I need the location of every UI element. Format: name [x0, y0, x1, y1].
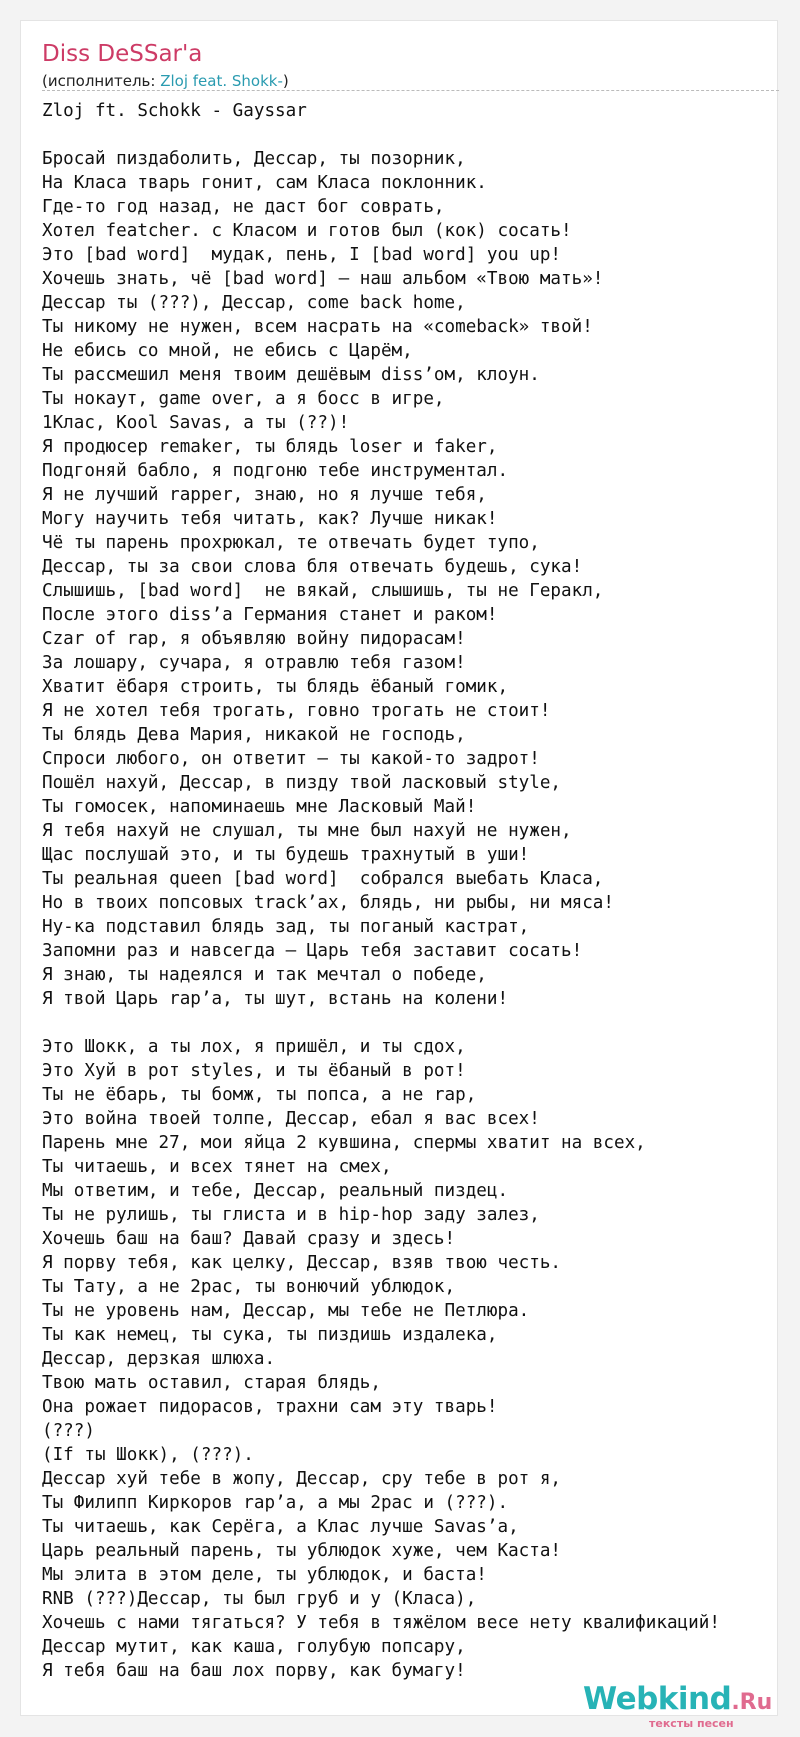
lyrics-line: Я тебя нахуй не слушал, ты мне был нахуй не нужен,	[42, 821, 572, 841]
lyrics-line: Ты рассмешил меня твоим дешёвым diss’ом, клоун.	[42, 365, 540, 385]
lyrics-line: Ты реальная queen [bad word] собрался выебать Класа,	[42, 869, 604, 889]
lyrics-line: Бросай пиздаболить, Дессар, ты позорник,	[42, 149, 466, 169]
lyrics-line: RNB (???)Дессар, ты был груб и у (Класа),	[42, 1589, 477, 1609]
lyrics-card	[20, 20, 778, 1730]
lyrics-line: Ты гомосек, напоминаешь мне Ласковый Май!	[42, 797, 477, 817]
lyrics-line: После этого diss’а Германия станет и раком!	[42, 605, 498, 625]
lyrics-line: Ты не рулишь, ты глиста и в hip-hop заду залез,	[42, 1205, 540, 1225]
lyrics-line: Хочешь знать, чё [bad word] – наш альбом «Твою мать»!	[42, 269, 604, 289]
lyrics-line: Я продюсер remaker, ты блядь loser и faker,	[42, 437, 498, 457]
lyrics-line: Дессар, ты за свои слова бля отвечать будешь, сука!	[42, 557, 583, 577]
lyrics-line: Это война твоей толпе, Дессар, ебал я вас всех!	[42, 1109, 540, 1129]
lyrics-line: 1Клас, Kool Savas, а ты (??)!	[42, 413, 350, 433]
logo-tld: .Ru	[731, 1690, 773, 1715]
lyrics-line: Я не хотел тебя трогать, говно трогать не стоит!	[42, 701, 551, 721]
lyrics-line: Это [bad word] мудак, пень, I [bad word] you up!	[42, 245, 562, 265]
webkind-logo[interactable]	[583, 1681, 773, 1730]
lyrics-line: Ты как немец, ты сука, ты пиздишь издалека,	[42, 1325, 498, 1345]
lyrics-line: Чё ты парень прохрюкал, те отвечать будет тупо,	[42, 533, 540, 553]
lyrics-line: Дессар хуй тебе в жопу, Дессар, сру тебе в рот я,	[42, 1469, 562, 1489]
lyrics-line: Ты не уровень нам, Дессар, мы тебе не Петлюра.	[42, 1301, 530, 1321]
lyrics-line: Мы элита в этом деле, ты ублюдок, и баста!	[42, 1565, 487, 1585]
lyrics-line: Хотел featcher. с Класом и готов был (кок) сосать!	[42, 221, 572, 241]
artist-prefix: (исполнитель:	[42, 72, 161, 90]
artist-link[interactable]: Zloj feat. Shokk-	[160, 72, 283, 90]
lyrics-line: Мы ответим, и тебе, Дессар, реальный пиздец.	[42, 1181, 509, 1201]
lyrics-line: (If ты Шокк), (???).	[42, 1445, 254, 1465]
dashed-divider	[42, 90, 779, 91]
lyrics-line: Твою мать оставил, старая блядь,	[42, 1373, 381, 1393]
artist-suffix: )	[282, 72, 289, 90]
lyrics-line: Могу научить тебя читать, как? Лучше никак!	[42, 509, 498, 529]
lyrics-text	[42, 99, 720, 1683]
lyrics-line: За лошару, сучара, я отравлю тебя газом!	[42, 653, 466, 673]
lyrics-line: Хочешь с нами тягаться? У тебя в тяжёлом весе нету квалификаций!	[42, 1613, 720, 1633]
lyrics-line: Слышишь, [bad word] не вякай, слышишь, ты не Геракл,	[42, 581, 604, 601]
lyrics-line: Я не лучший rapper, знаю, но я лучше тебя,	[42, 485, 487, 505]
lyrics-line: Хочешь баш на баш? Давай сразу и здесь!	[42, 1229, 456, 1249]
lyrics-line: На Класа тварь гонит, сам Класа поклонник.	[42, 173, 487, 193]
lyrics-line: Я порву тебя, как целку, Дессар, взяв твою честь.	[42, 1253, 562, 1273]
lyrics-line: Я знаю, ты надеялся и так мечтал о победе,	[42, 965, 487, 985]
lyrics-line: Ты нокаут, game over, а я босс в игре,	[42, 389, 445, 409]
lyrics-line: Я твой Царь rap’a, ты шут, встань на колени!	[42, 989, 509, 1009]
lyrics-line: Дессар мутит, как каша, голубую попсару,	[42, 1637, 466, 1657]
lyrics-line: Ты не ёбарь, ты бомж, ты попса, а не rap,	[42, 1085, 477, 1105]
lyrics-line: (???)	[42, 1421, 95, 1441]
lyrics-line: Где-то год назад, не даст бог соврать,	[42, 197, 445, 217]
lyrics-line: Дессар ты (???), Дессар, come back home,	[42, 293, 466, 313]
lyrics-line: Пошёл нахуй, Дессар, в пизду твой ласковый style,	[42, 773, 562, 793]
lyrics-line: Запомни раз и навсегда – Царь тебя заставит сосать!	[42, 941, 583, 961]
lyrics-line: Но в твоих попсовых track’ах, блядь, ни рыбы, ни мяса!	[42, 893, 614, 913]
lyrics-line: Царь реальный парень, ты ублюдок хуже, чем Каста!	[42, 1541, 562, 1561]
lyrics-line: Ты Филипп Киркоров rap’a, а мы 2pac и (???).	[42, 1493, 509, 1513]
artist-line	[42, 72, 289, 90]
lyrics-line: Дессар, дерзкая шлюха.	[42, 1349, 276, 1369]
song-title: Diss DeSSar'a	[42, 41, 203, 67]
lyrics-line: Czar of rap, я объявляю войну пидорасам!	[42, 629, 466, 649]
lyrics-line: Я тебя баш на баш лох порву, как бумагу!	[42, 1661, 466, 1681]
lyrics-line: Не ебись со мной, не ебись с Царём,	[42, 341, 413, 361]
lyrics-line: Она рожает пидорасов, трахни сам эту тварь!	[42, 1397, 498, 1417]
lyrics-line: Ты блядь Дева Мария, никакой не господь,	[42, 725, 466, 745]
lyrics-line: Щас послушай это, и ты будешь трахнутый в уши!	[42, 845, 530, 865]
lyrics-line: Ты никому не нужен, всем насрать на «comeback» твой!	[42, 317, 593, 337]
logo-word: Webkind	[583, 1681, 732, 1717]
lyrics-line: Хватит ёбаря строить, ты блядь ёбаный гомик,	[42, 677, 509, 697]
lyrics-line: Ты читаешь, как Серёга, а Клас лучше Savas’a,	[42, 1517, 519, 1537]
lyrics-line: Zloj ft. Schokk - Gayssar	[42, 101, 307, 121]
lyrics-line: Подгоняй бабло, я подгоню тебе инструментал.	[42, 461, 509, 481]
lyrics-line: Ты читаешь, и всех тянет на смех,	[42, 1157, 392, 1177]
lyrics-line: Ну-ка подставил блядь зад, ты поганый кастрат,	[42, 917, 530, 937]
lyrics-line: Это Шокк, а ты лох, я пришёл, и ты сдох,	[42, 1037, 466, 1057]
logo-subtitle: тексты песен	[649, 1717, 734, 1730]
lyrics-line: Парень мне 27, мои яйца 2 кувшина, спермы хватит на всех,	[42, 1133, 646, 1153]
lyrics-line: Это Хуй в рот styles, и ты ёбаный в рот!	[42, 1061, 466, 1081]
lyrics-line: Спроси любого, он ответит – ты какой-то задрот!	[42, 749, 540, 769]
lyrics-line: Ты Тату, а не 2pac, ты вонючий ублюдок,	[42, 1277, 456, 1297]
